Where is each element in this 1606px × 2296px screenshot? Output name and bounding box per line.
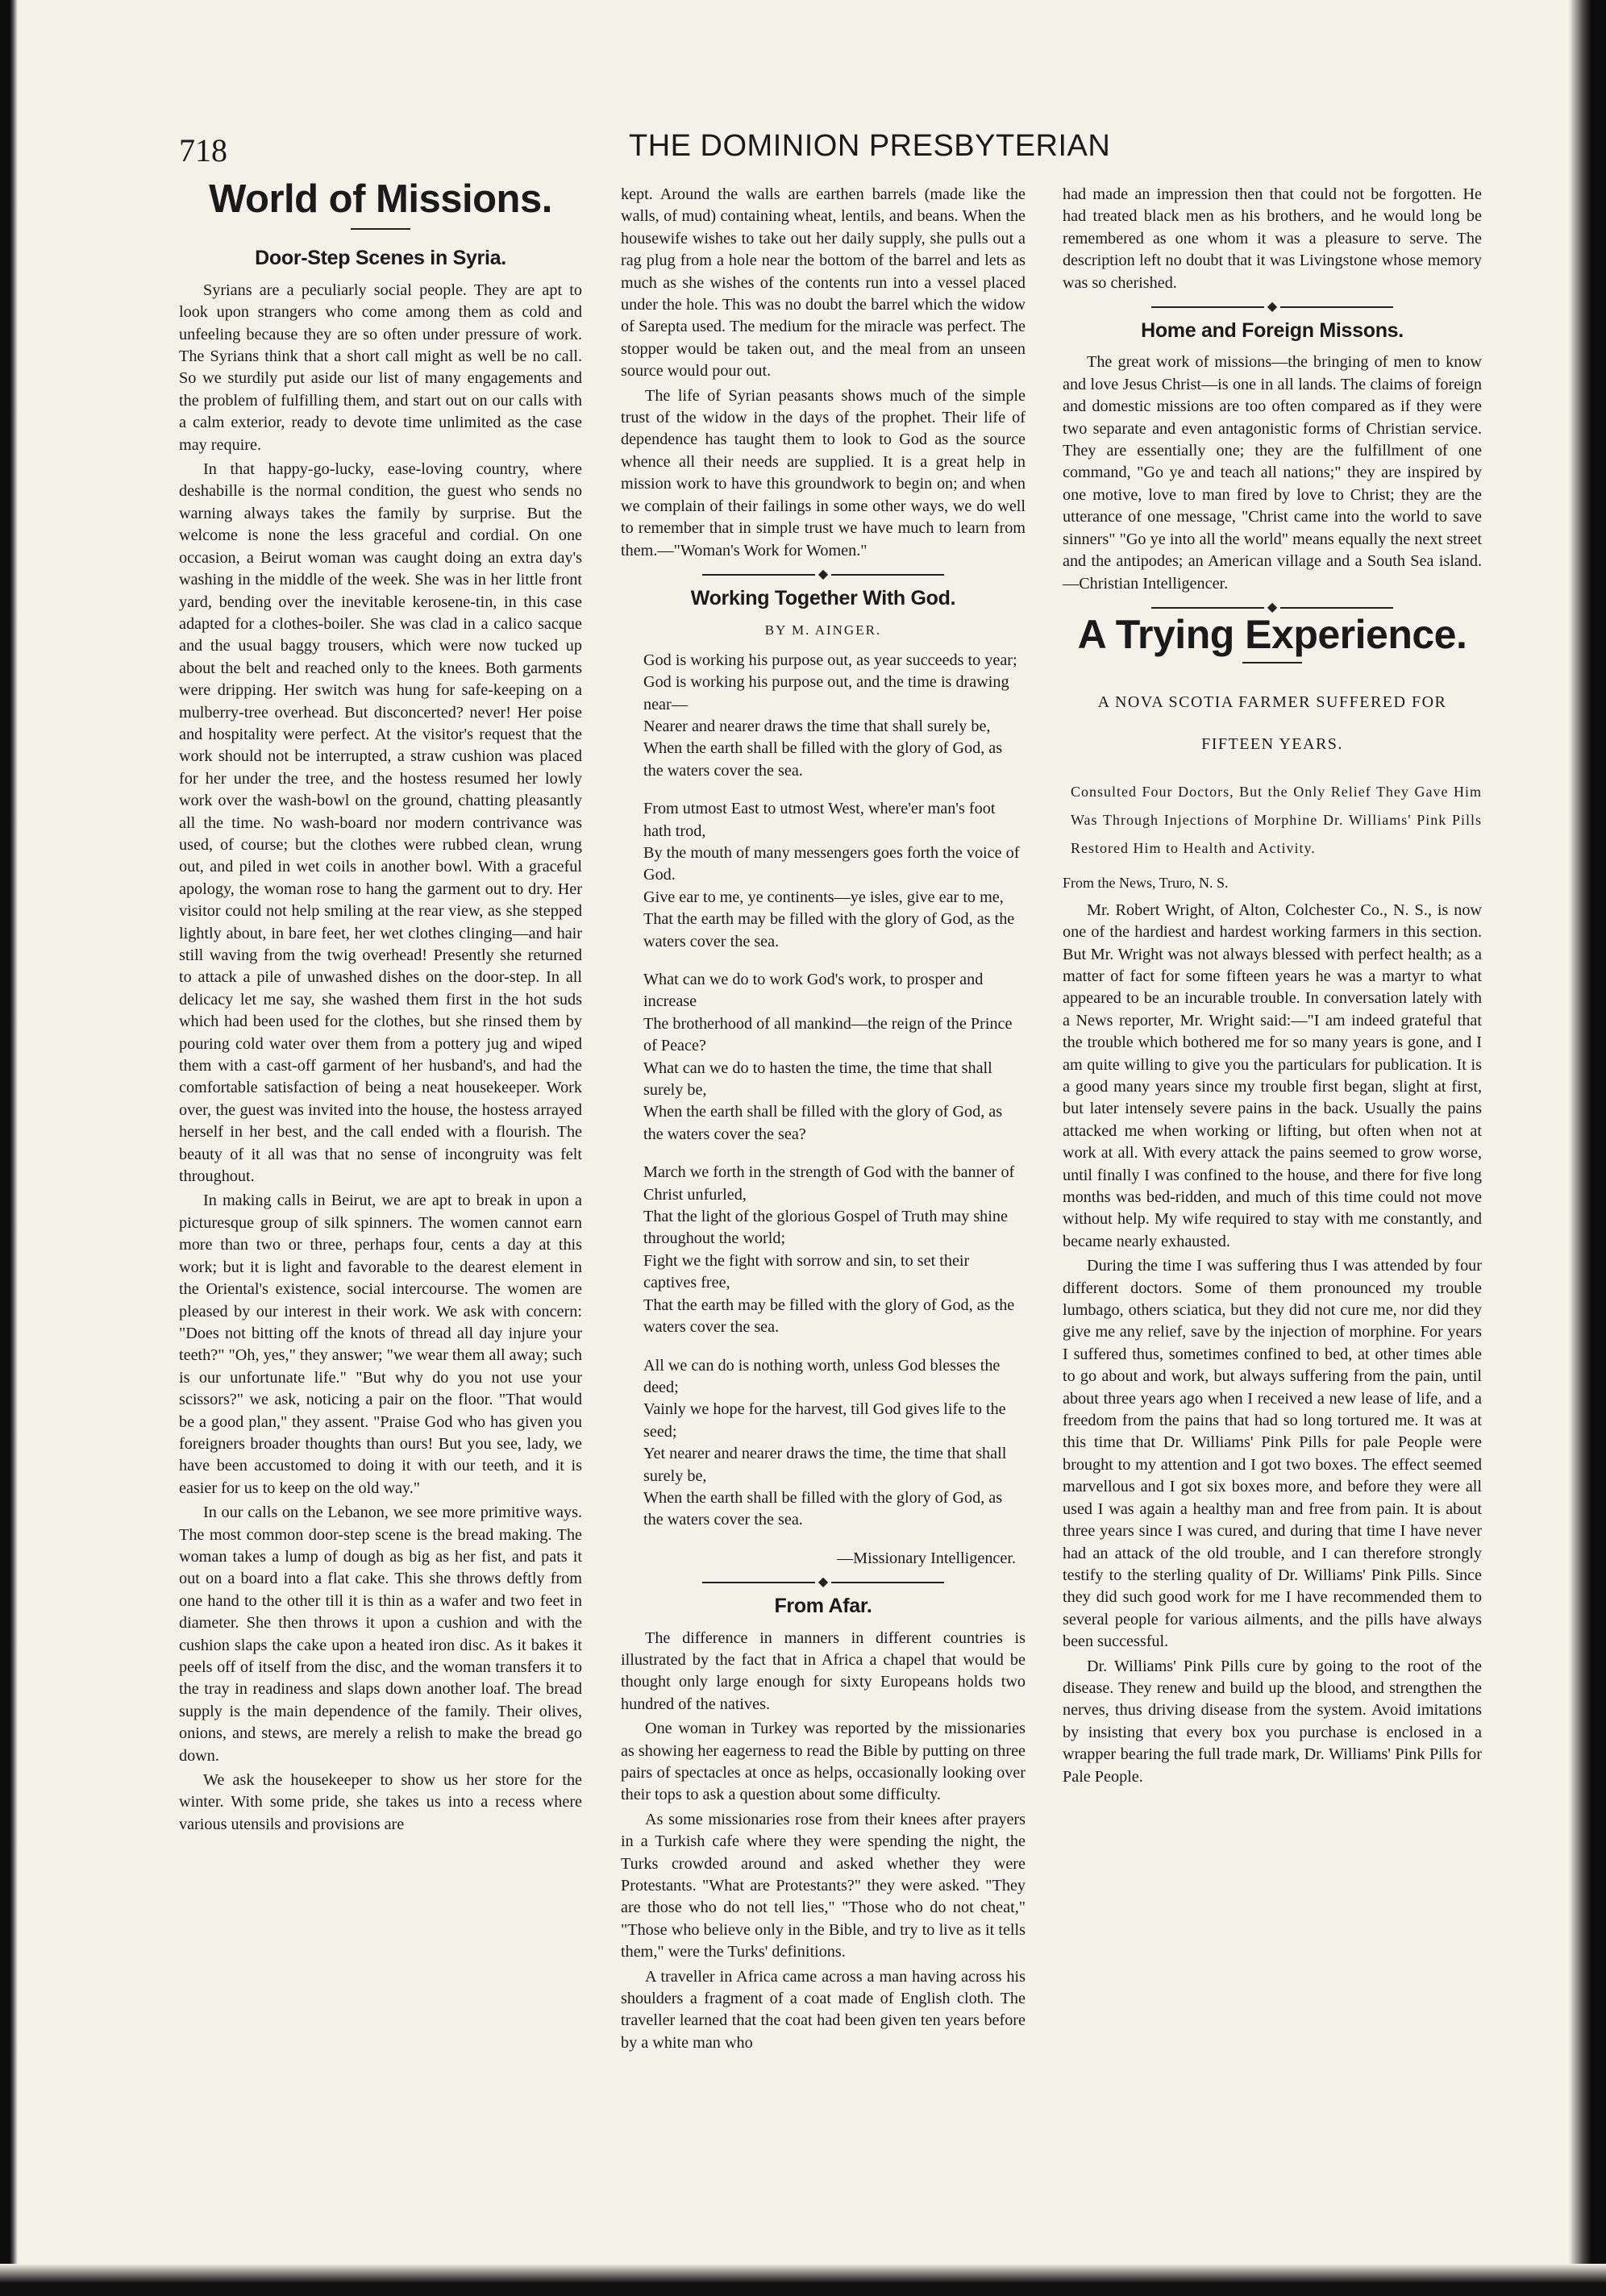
article-deck: Consulted Four Doctors, But the Only Relief They Gave Him Was Through Injections of Morphine Dr. Williams' Pink Pills Restored Him to Health and Activity. xyxy=(1071,784,1482,857)
poem-line: By the mouth of many messengers goes forth the voice of God. xyxy=(643,843,1020,884)
article-dateline: From the News, Truro, N. S. xyxy=(1063,875,1229,892)
poem-line: When the earth shall be filled with the glory of God, as the waters cover the sea. xyxy=(643,1488,1003,1529)
poem-stanza xyxy=(621,798,1026,953)
poem-line: That the light of the glorious Gospel of Truth may shine throughout the world; xyxy=(643,1208,1008,1248)
poem-byline: BY M. AINGER. xyxy=(764,622,882,638)
paragraph: The difference in manners in different countries is illustrated by the fact that in Africa a chapel that would be thought only large enough for sixty Europeans holds two hundred of the natives. xyxy=(621,1628,1026,1713)
paragraph: As some missionaries rose from their knees after prayers in a Turkish cafe where they were spending the night, the Turks crowded around and asked whether they were Protestants. "What are Protestants?" they were asked. "They are those who do not tell lies," "Those who do not cheat," "Those who believe only in the Bible, and try to live as it tells them," were the Turks' definitions. xyxy=(621,1810,1026,1961)
scan-border-left xyxy=(0,0,18,2296)
paragraph: Mr. Robert Wright, of Alton, Colchester Co., N. S., is now one of the hardiest and hardest working farmers in this section. But Mr. Wright was not always blessed with perfect health; as a matter of fact for some fifteen years he was a martyr to what appeared to be an incurable trouble. In conversation lately with a News reporter, Mr. Wright said:—"I am indeed grateful that the trouble which bothered me for so many years is gone, and I am quite willing to give you the particulars for publication. It is a good many years since my trouble first began, slight at first, but later intensely severe pains in the back. Usually the pains attacked me when working or lifting, but often when not at work at all. With every attack the pains seemed to grow worse, until finally I was confined to the house, and there for five long months was bed-ridden, and much of this time could not move without help. My wife required to stay with me constantly, and became nearly exhausted. xyxy=(1063,901,1482,1250)
poem-stanza xyxy=(621,969,1026,1146)
paragraph: In our calls on the Lebanon, we see more primitive ways. The most common door-step scene is the bread making. The woman takes a lump of dough as big as her fist, and pats it out on a board into a flat cake. This she throws deftly from one hand to the other till it is thin as a wafer and two feet in diameter. She then throws it upon a cushion and with the cushion slaps the cake upon a heated iron disc. As it bakes it peels off of itself from the disc, and the woman transfers it to the tray in readiness and slaps down another loaf. The bread supply is the main dependence of the family. Their olives, onions, and stews, are merely a relish to make the bread go down. xyxy=(179,1504,582,1765)
poem-line: When the earth shall be filled with the glory of God, as the waters cover the sea. xyxy=(643,739,1003,780)
article-title-trying-experience: A Trying Experience. xyxy=(1077,611,1467,657)
article-subhead: A NOVA SCOTIA FARMER SUFFERED FOR FIFTEEN YEARS. xyxy=(1097,693,1447,754)
paragraph: In that happy-go-lucky, ease-loving country, where deshabille is the normal condition, the guest who sends no warning always takes the family by surprise. But the welcome is none the less graceful and cordial. On one occasion, a Beirut woman was caught doing an extra day's washing in the middle of the week. She was in her little front yard, bending over the inevitable kerosene-tin, in this case adapted for a clothes-boiler. She was clad in a calico sacque and the usual baggy trousers, which were now tucked up about the belt and reached only to the knees. Both garments were dripping. Her switch was hung for safe-keeping on a mulberry-tree overhead. But disconcerted? never! Her poise and hospitality were perfect. At the visitor's request that the work should not be interrupted, a straw cushion was placed for her under the tree, and the hostess resumed her lowly work over the wash-bowl on the ground, chatting pleasantly all the time. No wash-board nor modern contrivance was used, of course; but the clothes were rubbed clean, wrung out, and piled in wet coils in another bowl. With a graceful apology, the woman rose to hang the garment out to dry. Her visitor could not help smiling at the rear view, as she stepped lightly about, in bare feet, her wet clothes clinging—and hair still waving from the twig overhead! Presently she returned to attack a pile of unwashed dishes on the door-step. In all delicacy let me say, she washed them first in the hot suds which had been used for the clothes, but she rinsed them by pouring cold water over them from a pottery jug and wiped them with a cast-off garment of her husband's, and had the comfortable satisfaction of being a neat housekeeper. Work over, the guest was invited into the house, the hostess arrayed herself in her best, and the call ended with a flourish. The beauty of it all was that no sense of incongruity was felt throughout. xyxy=(179,460,582,1186)
poem-line: Fight we the fight with sorrow and sin, to set their captives free, xyxy=(643,1251,970,1292)
poem-line: That the earth may be filled with the glory of God, as the waters cover the sea. xyxy=(643,1296,1015,1337)
article-title-door-step: Door-Step Scenes in Syria. xyxy=(255,247,506,270)
poem-line: What can we do to work God's work, to prosper and increase xyxy=(643,971,984,1011)
poem-stanza xyxy=(621,1162,1026,1338)
poem-stanza xyxy=(621,1355,1026,1532)
poem-line: That the earth may be filled with the glory of God, as the waters cover the sea. xyxy=(643,910,1015,950)
poem-line: When the earth shall be filled with the glory of God, as the waters cover the sea? xyxy=(643,1103,1003,1143)
poem-stanza xyxy=(621,650,1026,782)
paragraph: We ask the housekeeper to show us her store for the winter. With some pride, she takes us into a recess where various utensils and provisions are xyxy=(179,1771,582,1833)
poem-line: Yet nearer and nearer draws the time, the time that shall surely be, xyxy=(643,1445,1007,1485)
paragraph: kept. Around the walls are earthen barrels (made like the walls, of mud) containing wheat, lentils, and beans. When the housewife wishes to take out her daily supply, she pulls out a rag plug from a hole near the bottom of the barrel and lets as much as she wishes of the contents run into a vessel placed under the hole. This was no doubt the barrel which the widow of Sarepta used. The medium for the miracle was perfect. The stopper would be taken out, and the meal from an unseen source would pour out. xyxy=(621,185,1026,381)
poem-line: Give ear to me, ye continents—ye isles, give ear to me, xyxy=(643,888,1004,906)
paragraph: Dr. Williams' Pink Pills cure by going to the root of the disease. They renew and build up the blood, and strengthen the nerves, thus driving disease from the system. Avoid imitations by insisting that every box you purchase is enclosed in a wrapper bearing the full trade mark, Dr. Williams' Pink Pills for Pale People. xyxy=(1063,1657,1482,1786)
poem-title: Working Together With God. xyxy=(690,586,956,609)
poem-source: —Missionary Intelligencer. xyxy=(836,1549,1016,1567)
poem-line: God is working his purpose out, and the time is drawing near— xyxy=(643,673,1009,713)
poem-line: From utmost East to utmost West, where'er man's foot hath trod, xyxy=(643,800,996,840)
poem-line: All we can do is nothing worth, unless God blesses the deed; xyxy=(643,1356,1001,1396)
article-title-home-foreign: Home and Foreign Missons. xyxy=(1141,319,1404,343)
poem-line: The brotherhood of all mankind—the reign of the Prince of Peace? xyxy=(643,1014,1013,1055)
masthead: THE DOMINION PRESBYTERIAN xyxy=(629,129,1111,163)
section-divider: ◆ xyxy=(621,1576,1026,1589)
section-divider: ◆ xyxy=(1063,601,1482,614)
column-1 xyxy=(179,177,582,1838)
page-number: 718 xyxy=(179,132,227,168)
column-3 xyxy=(1063,184,1482,1791)
paragraph: In making calls in Beirut, we are apt to break in upon a picturesque group of silk spinners. The women cannot earn more than two or three, perhaps four, cents a day at this work; but it is light and favorable to the dearest element in the Oriental's existence, social intercourse. The women are pleased by our interest in their work. We ask with concern: "Does not bitting off the knots of thread all day injure your teeth?" "Oh, yes," they answer; "we wear them all away; such is our unfortunate life." "But why do you not use your scissors?" we ask, noticing a pair on the floor. "That would be a good plan," they assent. "Praise God who has given you foreigners broader thoughts than ours! But you see, lady, we have been accustomed to doing it with our teeth, and it is easier for us to keep on the old way." xyxy=(179,1192,582,1497)
title-rule xyxy=(1242,662,1302,663)
poem-line: God is working his purpose out, as year succeeds to year; xyxy=(643,651,1017,669)
poem-line: Nearer and nearer draws the time that shall surely be, xyxy=(643,717,991,735)
scan-border-right xyxy=(1569,0,1606,2296)
title-rule xyxy=(351,228,410,230)
scan-border-bottom xyxy=(0,2264,1606,2296)
article-title-from-afar: From Afar. xyxy=(774,1595,872,1618)
section-divider: ◆ xyxy=(1063,301,1482,314)
paragraph: One woman in Turkey was reported by the missionaries as showing her eagerness to read the Bible by putting on three pairs of spectacles at once as helps, occasionally looking over their tops to ask a question about some difficulty. xyxy=(621,1720,1026,1804)
paragraph: had made an impression then that could not be forgotten. He had treated black men as his brothers, and he would long be remembered as one whom it was a pleasure to serve. The description left no doubt that it was Livingstone whose memory was so cherished. xyxy=(1063,185,1482,292)
paragraph: A traveller in Africa came across a man having across his shoulders a fragment of a coat made of English cloth. The traveller learned that the coat had been given ten years before by a white man who xyxy=(621,1967,1026,2052)
paragraph: The great work of missions—the bringing of men to know and love Jesus Christ—is one in all lands. The claims of foreign and domestic missions are too often compared as if they were two separate and even antagonistic forms of Christian service. They are essentially one; they are the fulfillment of one command, "Go ye and teach all nations;" they are inspired by one motive, love to man fired by love to Christ; they are the utterance of one message, "Christ came into the world to save sinners" "Go ye into all the world" means equally the next street and the antipodes; an American village and a South Sea island.—Christian Intelligencer. xyxy=(1063,353,1482,593)
poem-line: What can we do to hasten the time, the time that shall surely be, xyxy=(643,1059,992,1100)
poem-line: March we forth in the strength of God with the banner of Christ unfurled, xyxy=(643,1163,1015,1204)
section-title: World of Missions. xyxy=(209,177,552,221)
column-2 xyxy=(621,184,1026,2057)
section-divider: ◆ xyxy=(621,568,1026,581)
paragraph: During the time I was suffering thus I was attended by four different doctors. Some of them pronounced my trouble lumbago, others sciatica, but they did not cure me, nor did they give me any relief, save by the injection of morphine. For years I suffered thus, sometimes confined to bed, at other times able to go about and work, but always suffering from the pain, until about three years ago when I received a new lease of life, and a freedom from the pains that had so long tortured me. It was at this time that Dr. Williams' Pink Pills for pale People were brought to my attention and I got two boxes. The effect seemed marvellous and I got six boxes more, and before they were all used I was again a healthy man and free from pain. It is about three years since I was cured, and during that time I have never had an attack of the old trouble, and I can therefore strongly testify to the sterling quality of Dr. Williams' Pink Pills. Since they did such good work for me I have recommended them to several people for various ailments, and the pills have always been successful. xyxy=(1063,1257,1482,1651)
poem xyxy=(621,650,1026,1532)
paragraph: Syrians are a peculiarly social people. They are apt to look upon strangers who come among them as cold and unfeeling because they are so often under pressure of work. The Syrians think that a short call might as well be no call. So we sturdily put aside our list of many engagements and the problem of fulfilling them, and start out on our calls with a calm exterior, ready to devote time unlimited as the case may require. xyxy=(179,281,582,454)
paragraph: The life of Syrian peasants shows much of the simple trust of the widow in the days of the prophet. Their life of dependence has taught them to look to God as the source whence all their needs are supplied. It is a great help in mission work to have this groundwork to begin on; and when we complain of their failings in some other ways, we do well to remember that in simple trust we have much to learn from them.—"Woman's Work for Women." xyxy=(621,386,1026,559)
poem-line: Vainly we hope for the harvest, till God gives life to the seed; xyxy=(643,1400,1006,1441)
